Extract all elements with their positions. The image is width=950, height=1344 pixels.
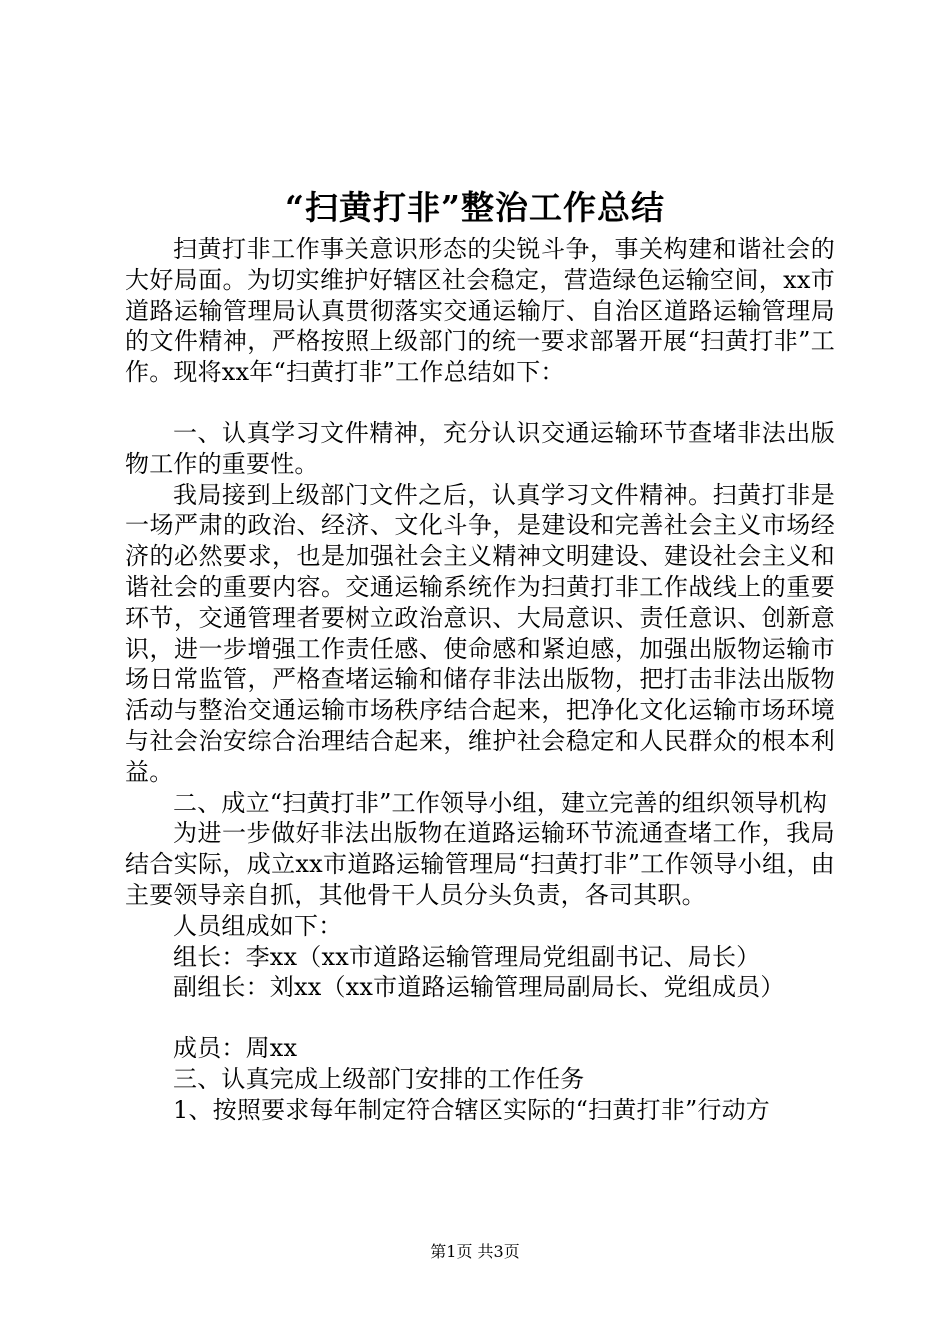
page-footer: 第1页 共3页 <box>430 1242 520 1261</box>
section-heading-1: 一、认真学习文件精神，充分认识交通运输环节查堵非法出版物工作的重要性。 <box>125 418 835 478</box>
intro-paragraph: 扫黄打非工作事关意识形态的尖锐斗争，事关构建和谐社会的大好局面。为切实维护好辖区社会稳定，营造绿色运输空间，xx市道路运输管理局认真贯彻落实交通运输厅、自治区道路运输管理局的文件精神，严格按照上级部门的统一要求部署开展“扫黄打非”工作。现将xx年“扫黄打非”工作总结如下： <box>125 235 835 387</box>
section-2-paragraph: 为进一步做好非法出版物在道路运输环节流通查堵工作，我局结合实际，成立xx市道路运输管理局“扫黄打非”工作领导小组，由主要领导亲自抓，其他骨干人员分头负责，各司其职。 <box>125 819 835 909</box>
section-1-paragraph: 我局接到上级部门文件之后，认真学习文件精神。扫黄打非是一场严肃的政治、经济、文化斗争，是建设和完善社会主义市场经济的必然要求，也是加强社会主义精神文明建设、建设社会主义和谐社会的重要内容。交通运输系统作为扫黄打非工作战线上的重要环节，交通管理者要树立政治意识、大局意识、责任意识、创新意识，进一步增强工作责任感、使命感和紧迫感，加强出版物运输市场日常监管，严格查堵运输和储存非法出版物，把打击非法出版物活动与整治交通运输市场秩序结合起来，把净化文化运输市场环境与社会治安综合治理结合起来，维护社会稳定和人民群众的根本利益。 <box>125 480 835 786</box>
paragraph-gap <box>125 388 835 418</box>
member-leader: 组长：李xx（xx市道路运输管理局党组副书记、局长） <box>173 942 761 971</box>
members-intro: 人员组成如下： <box>173 911 343 940</box>
document-title: “扫黄打非”整治工作总结 <box>285 188 665 227</box>
section-heading-2: 二、成立“扫黄打非”工作领导小组，建立完善的组织领导机构 <box>173 788 828 817</box>
paragraph-gap <box>125 1003 835 1033</box>
member-members: 成员：周xx <box>173 1034 298 1063</box>
document-body <box>125 234 835 1126</box>
section-heading-3: 三、认真完成上级部门安排的工作任务 <box>173 1064 585 1093</box>
section-3-item-1: 1、按照要求每年制定符合辖区实际的“扫黄打非”行动方 <box>173 1095 771 1124</box>
member-deputy-leader: 副组长：刘xx（xx市道路运输管理局副局长、党组成员） <box>173 973 785 1002</box>
